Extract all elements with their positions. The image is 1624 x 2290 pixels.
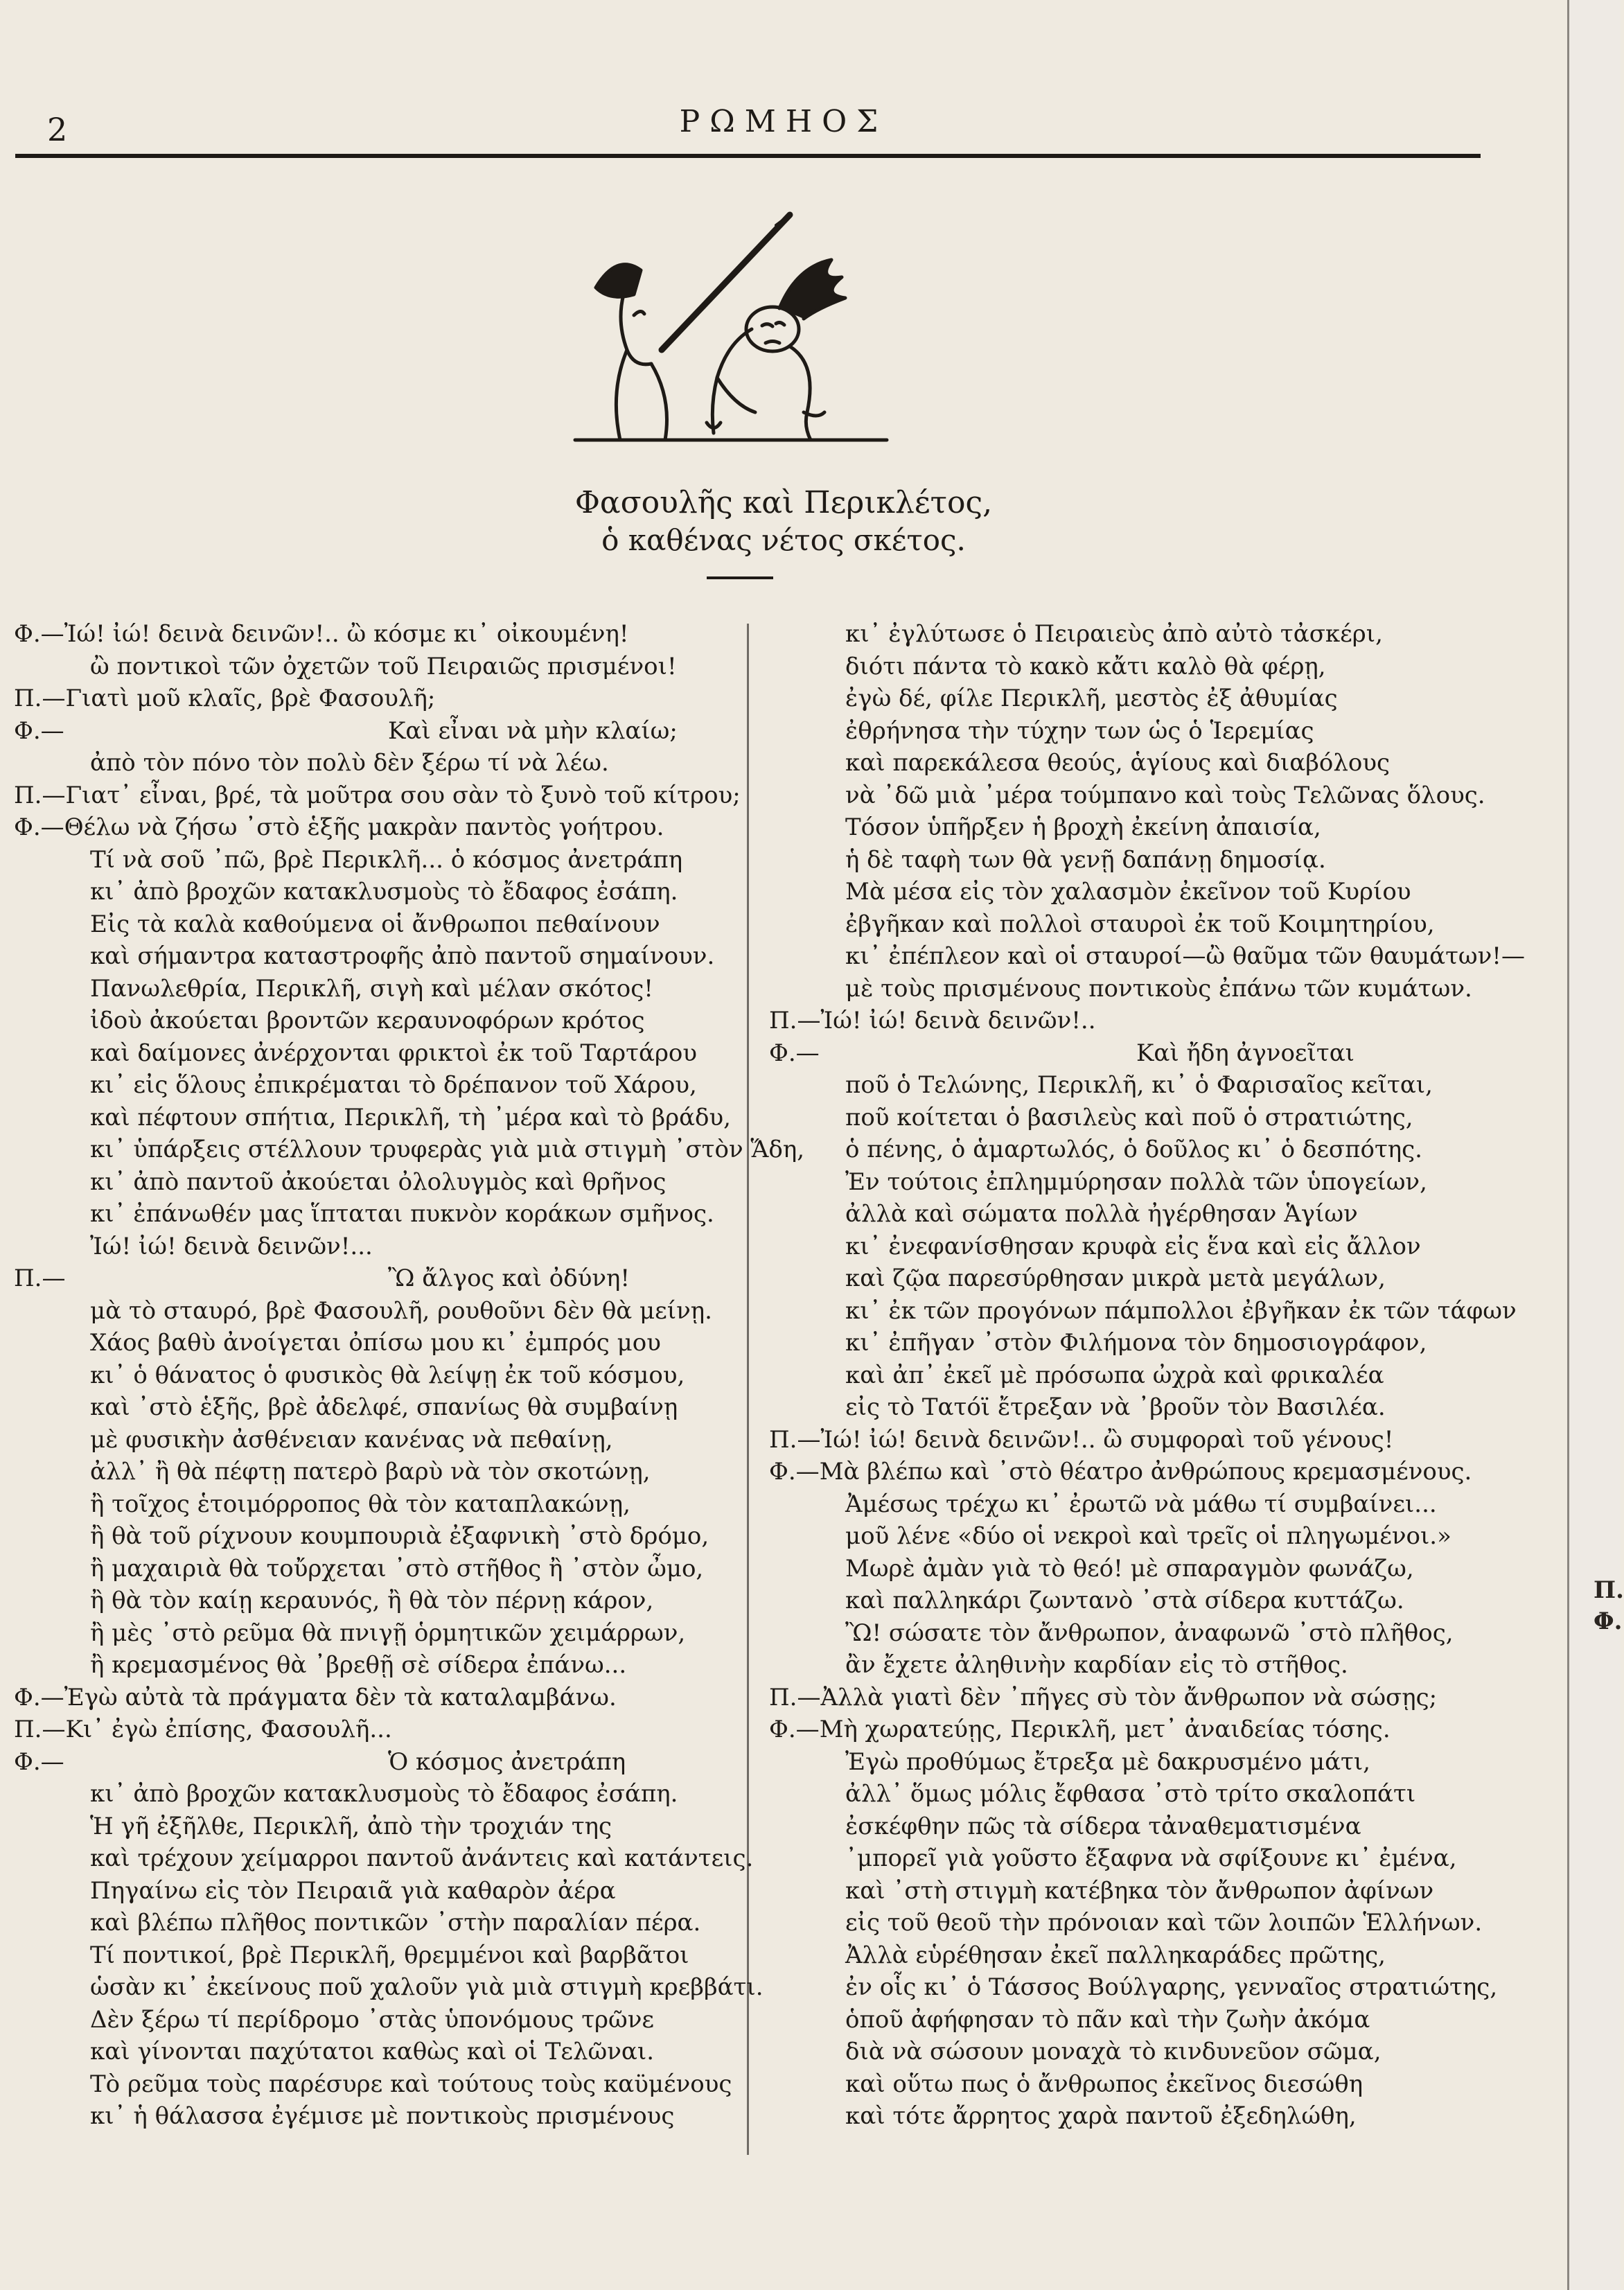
verse-text: ἀλλὰ καὶ σώματα πολλὰ ἠγέρθησαν Ἁγίων (845, 1200, 1358, 1228)
verse-line (14, 780, 748, 812)
verse-line (769, 876, 1566, 908)
verse-text: καὶ ᾽στὴ στιγμὴ κατέβηκα τὸν ἄνθρωπον ἀφίνων (845, 1876, 1434, 1905)
verse-text: ἐγὼ δέ, φίλε Περικλῆ, μεστὸς ἐξ ἀθυμίας (845, 685, 1338, 712)
speaker-label: Π.— (769, 1683, 821, 1711)
verse-text: κι᾽ ὑπάρξεις στέλλουν τρυφερὰς γιὰ μιὰ στιγμὴ ᾽στὸν Ἅδη, (90, 1136, 805, 1163)
verse-text: ὢ ποντικοὶ τῶν ὀχετῶν τοῦ Πειραιῶς πρισμένοι! (90, 652, 677, 680)
next-page-edge (1567, 0, 1621, 2290)
verse-line (769, 1166, 1566, 1199)
verse-line (769, 780, 1566, 812)
verse-text: κι᾽ ὁ θάνατος ὁ φυσικὸς θὰ λείψῃ ἐκ τοῦ κόσμου, (90, 1361, 685, 1389)
verse-text: μὲ τοὺς πρισμένους ποντικοὺς ἐπάνω τῶν κυμάτων. (845, 974, 1472, 1003)
verse-text: μοῦ λένε «δύο οἱ νεκροὶ καὶ τρεῖς οἱ πληγωμένοι.» (845, 1522, 1451, 1550)
verse-text: κι᾽ ἐπέπλεον καὶ οἱ σταυροί—ὢ θαῦμα τῶν θαυμάτων!— (845, 942, 1525, 970)
verse-text: Κι᾽ ἐγὼ ἐπίσης, Φασουλῆ... (65, 1716, 392, 1743)
verse-text: Ὁ κόσμος ἀνετράπη (388, 1747, 626, 1776)
verse-line (14, 2100, 748, 2133)
verse-line (14, 1907, 748, 1939)
verse-line (769, 1875, 1566, 1908)
verse-line (769, 811, 1566, 844)
verse-text: Ὢ ἄλγος καὶ ὀδύνη! (388, 1265, 630, 1292)
verse-line (14, 1359, 748, 1392)
verse-text: Ἡ γῆ ἐξῆλθε, Περικλῆ, ἀπὸ τὴν τροχιάν της (90, 1812, 612, 1840)
verse-line (14, 1424, 748, 1456)
verse-line (14, 682, 748, 715)
illustration-caption-line1: Φασουλῆς καὶ Περικλέτος, (574, 485, 993, 520)
verse-line (769, 1553, 1566, 1585)
verse-text: Ἀλλὰ εὑρέθησαν ἐκεῖ παλληκαράδες πρῶτης, (845, 1941, 1386, 1969)
verse-text: καὶ ἀπ᾽ ἐκεῖ μὲ πρόσωπα ὠχρὰ καὶ φρικαλέα (845, 1361, 1384, 1389)
verse-text: καὶ βλέπω πλῆθος ποντικῶν ᾽στὴν παραλίαν πέρα. (90, 1909, 701, 1937)
verse-text: ἢ μὲς ᾽στὸ ρεῦμα θὰ πνιγῇ ὁρμητικῶν χειμάρρων, (90, 1619, 686, 1647)
verse-text: καὶ πέφτουν σπήτια, Περικλῆ, τὴ ᾽μέρα καὶ τὸ βράδυ, (90, 1103, 731, 1131)
verse-text: Τὸ ρεῦμα τοὺς παρέσυρε καὶ τούτους τοὺς καϋμένους (90, 2070, 732, 2098)
verse-line (769, 1295, 1566, 1328)
verse-line (769, 973, 1566, 1005)
verse-line (769, 1391, 1566, 1424)
verse-line (769, 1231, 1566, 1263)
verse-text: εἰς τὸ Τατόϊ ἔτρεξαν νὰ ᾽βροῦν τὸν Βασιλέα. (845, 1393, 1386, 1421)
verse-text: καὶ παλληκάρι ζωντανὸ ᾽στὰ σίδερα κυττάζω. (845, 1587, 1404, 1614)
verse-line (769, 1359, 1566, 1392)
verse-line (14, 844, 748, 877)
verse-line (14, 1746, 748, 1779)
verse-line (769, 1842, 1566, 1875)
verse-line (14, 2004, 748, 2036)
verse-text: ἐν οἷς κι᾽ ὁ Τάσσος Βούλγαρης, γενναῖος στρατιώτης, (845, 1973, 1498, 2001)
verse-line (769, 715, 1566, 748)
verse-line (14, 1778, 748, 1811)
verse-line (769, 1778, 1566, 1811)
puppets-illustration-icon (568, 204, 894, 457)
verse-line (14, 940, 748, 973)
verse-text: κι᾽ ἐγλύτωσε ὁ Πειραιεὺς ἀπὸ αὐτὸ τἀσκέρι, (845, 620, 1383, 648)
verse-line (14, 1649, 748, 1682)
verse-text: καὶ τότε ἄρρητος χαρὰ παντοῦ ἐξεδηλώθη, (845, 2102, 1357, 2130)
verse-text: Ἀμέσως τρέχω κι᾽ ἐρωτῶ νὰ μάθω τί συμβαίνει... (845, 1490, 1437, 1518)
verse-line (14, 1456, 748, 1488)
verse-text: καὶ παρεκάλεσα θεούς, ἁγίους καὶ διαβόλους (845, 749, 1391, 777)
verse-line (14, 1069, 748, 1102)
verse-text: ἢ θὰ τὸν καίῃ κεραυνός, ἢ θὰ τὸν πέρνῃ κάρον, (90, 1587, 654, 1614)
verse-text: διὰ νὰ σώσουν μοναχὰ τὸ κινδυνεῦον σῶμα, (845, 2038, 1382, 2066)
verse-line (769, 618, 1566, 651)
verse-line (14, 618, 748, 651)
page-number: 2 (47, 111, 68, 148)
verse-line (769, 1907, 1566, 1939)
verse-text: Εἰς τὰ καλὰ καθούμενα οἱ ἄνθρωποι πεθαίνουν (90, 910, 660, 938)
verse-line (14, 1134, 805, 1166)
verse-text: Τόσον ὑπῆρξεν ἡ βροχὴ ἐκείνη ἀπαισία, (845, 813, 1321, 841)
verse-text: κι᾽ εἰς ὅλους ἐπικρέμαται τὸ δρέπανον τοῦ Χάρου, (90, 1071, 697, 1099)
verse-line (769, 682, 1566, 715)
speaker-label: Π.— (769, 1425, 821, 1454)
verse-line (14, 1682, 748, 1714)
verse-text: ὁποῦ ἀφήφησαν τὸ πᾶν καὶ τὴν ζωὴν ἀκόμα (845, 2005, 1370, 2034)
verse-text: ἢ θὰ τοῦ ρίχνουν κουμπουριὰ ἐξαφνικὴ ᾽στὸ δρόμο, (90, 1522, 709, 1550)
verse-text: Τί νὰ σοῦ ᾽πῶ, βρὲ Περικλῆ... ὁ κόσμος ἀνετράπη (90, 845, 683, 874)
verse-line (14, 1714, 748, 1746)
right-column (769, 618, 1566, 2133)
verse-text: Ἰώ! ἰώ! δεινὰ δεινῶν!... (90, 1232, 373, 1260)
speaker-label: Π.— (14, 1265, 66, 1292)
verse-line (769, 1682, 1566, 1714)
verse-text: Καὶ εἶναι νὰ μὴν κλαίω; (388, 716, 678, 745)
verse-text: Χάος βαθὺ ἀνοίγεται ὀπίσω μου κι᾽ ἐμπρός μου (90, 1329, 661, 1357)
verse-text: νὰ ᾽δῶ μιὰ ᾽μέρα τούμπανο καὶ τοὺς Τελῶνας ὅλους. (845, 781, 1485, 809)
verse-text: ποῦ ὁ Τελώνης, Περικλῆ, κι᾽ ὁ Φαρισαῖος κεῖται, (845, 1071, 1433, 1099)
verse-text: κι᾽ ἐπάνωθέν μας ἵπταται πυκνὸν κοράκων σμῆνος. (90, 1200, 714, 1228)
verse-line (769, 1424, 1566, 1456)
verse-text: ἂν ἔχετε ἀληθινὴν καρδίαν εἰς τὸ στῆθος. (845, 1651, 1348, 1679)
verse-line (14, 908, 748, 941)
speaker-label: Φ.— (14, 620, 64, 648)
verse-text: Ἰώ! ἰώ! δεινὰ δεινῶν!.. ὢ κόσμε κι᾽ οἰκουμένη! (64, 620, 629, 648)
verse-line (769, 1102, 1566, 1134)
speaker-label: Φ.— (14, 1683, 64, 1711)
verse-text: καὶ οὕτω πως ὁ ἄνθρωπος ἐκεῖνος διεσώθη (845, 2070, 1363, 2098)
verse-line (769, 1617, 1566, 1650)
verse-line (14, 1295, 748, 1328)
verse-line (769, 1456, 1566, 1488)
verse-text: ἀλλ᾽ ὅμως μόλις ἔφθασα ᾽στὸ τρίτο σκαλοπάτι (845, 1780, 1416, 1808)
verse-line (769, 651, 1566, 683)
speaker-label: Φ.— (769, 1039, 820, 1067)
edge-mark-phi: Φ. (1594, 1608, 1623, 1635)
speaker-label: Φ.— (14, 1747, 64, 1776)
verse-line (14, 1005, 748, 1037)
verse-line (769, 1134, 1566, 1166)
verse-line (14, 1617, 748, 1650)
verse-line (769, 1649, 1566, 1682)
verse-line (769, 1488, 1566, 1521)
verse-line (769, 2036, 1566, 2068)
illustration-caption-line2: ὁ καθένας νέτος σκέτος. (601, 523, 966, 557)
verse-text: κι᾽ ἡ θάλασσα ἐγέμισε μὲ ποντικοὺς πρισμένους (90, 2102, 675, 2130)
verse-line (769, 747, 1566, 780)
verse-text: ποῦ κοίτεται ὁ βασιλεὺς καὶ ποῦ ὁ στρατιώτης, (845, 1103, 1413, 1131)
verse-line (14, 715, 748, 748)
verse-text: Ἐν τούτοις ἐπλημμύρησαν πολλὰ τῶν ὑπογείων, (845, 1168, 1427, 1196)
verse-text: καὶ ᾽στὸ ἑξῆς, βρὲ ἀδελφέ, σπανίως θὰ συμβαίνῃ (90, 1393, 678, 1421)
verse-line (769, 2068, 1566, 2101)
speaker-label: Π.— (14, 685, 66, 712)
verse-text: ἀλλ᾽ ἢ θὰ πέφτῃ πατερὸ βαρὺ νὰ τὸν σκοτώνῃ, (90, 1458, 651, 1486)
verse-text: καὶ ζῷα παρεσύρθησαν μικρὰ μετὰ μεγάλων, (845, 1265, 1386, 1292)
verse-line (769, 1327, 1566, 1359)
verse-line (14, 811, 748, 844)
speaker-label: Π.— (14, 1716, 66, 1743)
verse-line (14, 651, 748, 683)
verse-line (769, 1005, 1566, 1037)
verse-text: κι᾽ ἀπὸ βροχῶν κατακλυσμοὺς τὸ ἔδαφος ἐσάπη. (90, 1780, 678, 1808)
verse-line (769, 1069, 1566, 1102)
verse-line (14, 1585, 748, 1617)
verse-text: Ἐγὼ αὐτὰ τὰ πράγματα δὲν τὰ καταλαμβάνω. (64, 1683, 617, 1711)
verse-line (14, 1939, 748, 1972)
verse-line (14, 1262, 748, 1295)
verse-text: διότι πάντα τὸ κακὸ κἄτι καλὸ θὰ φέρῃ, (845, 652, 1326, 680)
speaker-label: Π.— (769, 1007, 821, 1034)
verse-text: Μωρὲ ἀμὰν γιὰ τὸ θεό! μὲ σπαραγμὸν φωνάζω, (845, 1554, 1414, 1583)
verse-line (769, 1746, 1566, 1779)
verse-line (769, 908, 1566, 941)
verse-text: Μὰ μέσα εἰς τὸν χαλασμὸν ἐκεῖνον τοῦ Κυρίου (845, 878, 1411, 906)
verse-line (14, 1166, 748, 1199)
verse-text: Τί ποντικοί, βρὲ Περικλῆ, θρεμμένοι καὶ βαρβᾶτοι (90, 1941, 689, 1969)
verse-line (769, 1811, 1566, 1843)
verse-line (769, 1037, 1566, 1070)
verse-line (14, 1842, 754, 1875)
verse-line (14, 2036, 748, 2068)
verse-text: Γιατὶ μοῦ κλαῖς, βρὲ Φασουλῆ; (65, 685, 436, 712)
verse-line (769, 1971, 1566, 2004)
verse-line (14, 1102, 748, 1134)
verse-line (769, 2004, 1566, 2036)
verse-text: κι᾽ ἐνεφανίσθησαν κρυφὰ εἰς ἕνα καὶ εἰς ἄλλον (845, 1232, 1421, 1260)
verse-text: κι᾽ ἐπῆγαν ᾽στὸν Φιλήμονα τὸν δημοσιογράφον, (845, 1329, 1427, 1357)
verse-text: ἢ τοῖχος ἑτοιμόρροπος θὰ τὸν καταπλακώνῃ, (90, 1490, 630, 1518)
verse-text: Μὰ βλέπω καὶ ᾽στὸ θέατρο ἀνθρώπους κρεμασμένους. (819, 1458, 1472, 1486)
verse-text: καὶ σήμαντρα καταστροφῆς ἀπὸ παντοῦ σημαίνουν. (90, 942, 715, 970)
verse-line (14, 876, 748, 908)
verse-text: Καὶ ἤδη ἀγνοεῖται (1136, 1039, 1354, 1067)
verse-text: ἀπὸ τὸν πόνο τὸν πολὺ δὲν ξέρω τί νὰ λέω. (90, 749, 609, 777)
verse-line (14, 747, 748, 780)
verse-line (769, 844, 1566, 877)
verse-line (14, 973, 748, 1005)
verse-text: ἡ δὲ ταφὴ των θὰ γενῇ δαπάνῃ δημοσίᾳ. (845, 845, 1326, 874)
verse-line (14, 1231, 748, 1263)
verse-text: Δὲν ξέρω τί περίδρομο ᾽στὰς ὑπονόμους τρῶνε (90, 2005, 655, 2034)
verse-line (769, 940, 1566, 973)
verse-line (769, 1939, 1566, 1972)
speaker-label: Φ.— (769, 1458, 820, 1486)
verse-text: Ἰώ! ἰώ! δεινὰ δεινῶν!.. (820, 1007, 1096, 1034)
verse-text: Ἰώ! ἰώ! δεινὰ δεινῶν!.. ὢ συμφοραὶ τοῦ γένους! (820, 1425, 1394, 1454)
verse-text: ἢ μαχαιριὰ θὰ τοὔρχεται ᾽στὸ στῆθος ἢ ᾽στὸν ὦμο, (90, 1554, 704, 1583)
verse-line (769, 1520, 1566, 1553)
verse-text: Θέλω νὰ ζήσω ᾽στὸ ἑξῆς μακρὰν παντὸς γοήτρου. (64, 813, 664, 841)
verse-text: Ὢ! σώσατε τὸν ἄνθρωπον, ἀναφωνῶ ᾽στὸ πλῆθος, (845, 1619, 1454, 1647)
verse-line (14, 1391, 748, 1424)
verse-text: Μὴ χωρατεύῃς, Περικλῆ, μετ᾽ ἀναιδείας τόσης. (819, 1716, 1391, 1743)
verse-line (769, 1198, 1566, 1231)
verse-text: εἰς τοῦ θεοῦ τὴν πρόνοιαν καὶ τῶν λοιπῶν Ἑλλήνων. (845, 1909, 1483, 1937)
verse-text: ἐβγῆκαν καὶ πολλοὶ σταυροὶ ἐκ τοῦ Κοιμητηρίου, (845, 910, 1435, 938)
verse-text: ἢ κρεμασμένος θὰ ᾽βρεθῇ σὲ σίδερα ἐπάνω... (90, 1651, 627, 1679)
verse-line (769, 1262, 1566, 1295)
verse-text: μὲ φυσικὴν ἀσθένειαν κανένας νὰ πεθαίνῃ, (90, 1425, 613, 1454)
verse-text: μὰ τὸ σταυρό, βρὲ Φασουλῆ, ρουθοῦνι δὲν θὰ μείνῃ. (90, 1296, 712, 1325)
left-column (14, 618, 805, 2133)
verse-text: κι᾽ ἐκ τῶν προγόνων πάμπολλοι ἐβγῆκαν ἐκ τῶν τάφων (845, 1296, 1517, 1325)
verse-text: ἐθρήνησα τὴν τύχην των ὡς ὁ Ἱερεμίας (845, 716, 1314, 745)
verse-text: ὁ πένης, ὁ ἁμαρτωλός, ὁ δοῦλος κι᾽ ὁ δεσπότης. (845, 1136, 1422, 1163)
verse-line (769, 1585, 1566, 1617)
verse-line (14, 2068, 748, 2101)
verse-text: ἰδοὺ ἀκούεται βροντῶν κεραυνοφόρων κρότος (90, 1007, 645, 1034)
header-rule (15, 154, 1481, 158)
verse-line (14, 1875, 748, 1908)
speaker-label: Π.— (14, 781, 66, 809)
verse-text: κι᾽ ἀπὸ βροχῶν κατακλυσμοὺς τὸ ἔδαφος ἐσάπη. (90, 878, 678, 906)
edge-mark-pi: Π. (1594, 1576, 1624, 1604)
verse-line (14, 1488, 748, 1521)
speaker-label: Φ.— (14, 716, 64, 745)
verse-line (14, 1971, 764, 2004)
speaker-label: Φ.— (769, 1716, 820, 1743)
verse-text: κι᾽ ἀπὸ παντοῦ ἀκούεται ὀλολυγμὸς καὶ θρῆνος (90, 1168, 667, 1196)
verse-text: ᾽μπορεῖ γιὰ γοῦστο ἔξαφνα νὰ σφίξουνε κι᾽ ἐμένα, (845, 1844, 1457, 1872)
masthead-title: ΡΩΜΗΟΣ (679, 104, 888, 139)
verse-text: Πανωλεθρία, Περικλῆ, σιγὴ καὶ μέλαν σκότος! (90, 974, 653, 1003)
verse-text: Γιατ᾽ εἶναι, βρέ, τὰ μοῦτρα σου σὰν τὸ ξυνὸ τοῦ κίτρου; (65, 781, 741, 809)
verse-text: Ἀλλὰ γιατὶ δὲν ᾽πῆγες σὺ τὸν ἄνθρωπον νὰ σώσῃς; (820, 1683, 1438, 1711)
verse-text: Πηγαίνω εἰς τὸν Πειραιᾶ γιὰ καθαρὸν ἀέρα (90, 1876, 616, 1905)
verse-text: ὡσὰν κι᾽ ἐκείνους ποῦ χαλοῦν γιὰ μιὰ στιγμὴ κρεββάτι. (90, 1973, 764, 2001)
page-edge-line (1567, 0, 1569, 2290)
verse-text: Ἐγὼ προθύμως ἔτρεξα μὲ δακρυσμένο μάτι, (845, 1747, 1370, 1776)
caption-rule (707, 576, 773, 579)
verse-line (14, 1520, 748, 1553)
verse-line (14, 1811, 748, 1843)
verse-line (14, 1198, 748, 1231)
verse-text: καὶ τρέχουν χείμαρροι παντοῦ ἀνάντεις καὶ κατάντεις. (90, 1844, 754, 1872)
verse-line (14, 1553, 748, 1585)
verse-line (14, 1327, 748, 1359)
verse-line (14, 1037, 748, 1070)
verse-text: ἐσκέφθην πῶς τὰ σίδερα τἀναθεματισμένα (845, 1812, 1361, 1840)
speaker-label: Φ.— (14, 813, 64, 841)
verse-line (769, 2100, 1566, 2133)
verse-text: καὶ γίνονται παχύτατοι καθὼς καὶ οἱ Τελῶναι. (90, 2038, 655, 2066)
verse-text: καὶ δαίμονες ἀνέρχονται φρικτοὶ ἐκ τοῦ Ταρτάρου (90, 1039, 698, 1067)
verse-line (769, 1714, 1566, 1746)
